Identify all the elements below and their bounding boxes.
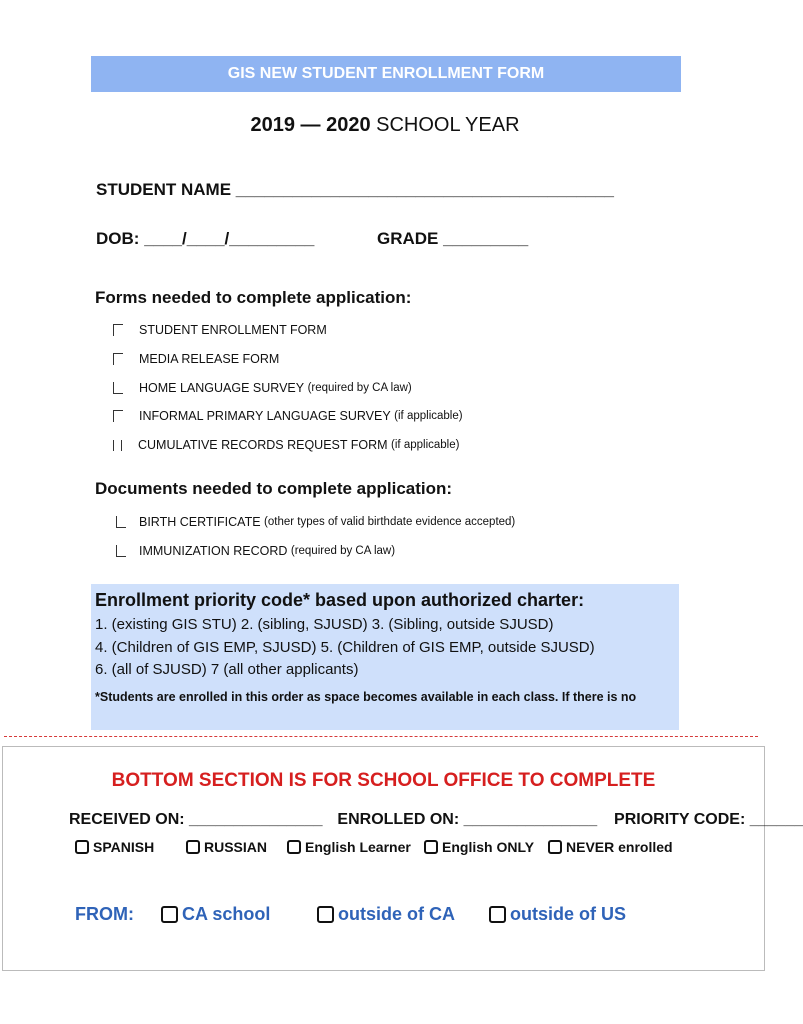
checkbox-icon[interactable] (116, 516, 126, 528)
checkbox-icon[interactable] (113, 382, 123, 394)
form-item-note: (if applicable) (391, 439, 460, 451)
priority-line: 6. (all of SJUSD) 7 (all other applicants) (95, 661, 359, 678)
student-name-label: STUDENT NAME (96, 180, 232, 199)
form-item-label: STUDENT ENROLLMENT FORM (139, 323, 327, 337)
document-item-label: IMMUNIZATION RECORD (139, 544, 288, 558)
office-section-title: BOTTOM SECTION IS FOR SCHOOL OFFICE TO COMPLETE (111, 770, 656, 791)
from-option-label: outside of US (510, 904, 626, 924)
form-item-note: (required by CA law) (307, 382, 412, 394)
from-label: FROM: (75, 904, 134, 924)
enrolled-on-field[interactable]: ENROLLED ON: _______________ (337, 811, 598, 828)
documents-heading: Documents needed to complete application: (95, 479, 453, 498)
form-item-label: HOME LANGUAGE SURVEY (139, 381, 305, 395)
school-year-label: SCHOOL YEAR (376, 114, 520, 136)
grade-field[interactable]: _________ (443, 229, 529, 248)
received-on-field[interactable]: RECEIVED ON: _______________ (69, 811, 323, 828)
checkbox-icon[interactable] (489, 906, 506, 923)
from-option-ca-school[interactable] (161, 904, 270, 925)
document-item[interactable] (116, 544, 395, 558)
form-item-note: (if applicable) (394, 410, 463, 422)
language-option-never-enrolled[interactable] (548, 839, 673, 855)
from-option-label: outside of CA (338, 904, 455, 924)
checkbox-icon[interactable] (113, 353, 123, 365)
dob-field[interactable]: ____/____/_________ (144, 229, 315, 248)
checkbox-icon[interactable] (75, 840, 89, 854)
grade-label: GRADE (377, 229, 439, 248)
form-item[interactable] (113, 323, 327, 337)
language-option-spanish[interactable] (75, 839, 154, 855)
document-item-note: (other types of valid birthdate evidence accepted) (264, 516, 516, 528)
checkbox-icon[interactable] (548, 840, 562, 854)
from-option-label: CA school (182, 904, 271, 924)
form-item-label: CUMULATIVE RECORDS REQUEST FORM (138, 438, 388, 452)
checkbox-icon[interactable] (186, 840, 200, 854)
language-option-label: English Learner (305, 839, 411, 855)
grade-row (377, 229, 528, 249)
document-item-note: (required by CA law) (290, 545, 396, 557)
forms-heading: Forms needed to complete application: (95, 288, 412, 307)
priority-code-box (91, 584, 679, 730)
language-option-label: NEVER enrolled (566, 839, 673, 855)
priority-code-field[interactable]: PRIORITY CODE: ______ (614, 811, 803, 828)
student-name-field[interactable]: ________________________________________ (235, 180, 614, 199)
office-section (2, 746, 803, 971)
form-item[interactable] (113, 409, 463, 423)
student-name-row (96, 180, 614, 200)
from-option-outside-ca[interactable] (317, 904, 455, 925)
checkbox-icon[interactable] (287, 840, 301, 854)
language-option-russian[interactable] (186, 839, 267, 855)
checkbox-icon[interactable] (113, 410, 123, 422)
checkbox-icon[interactable] (317, 906, 334, 923)
dob-label: DOB: (96, 229, 140, 248)
checkbox-icon[interactable] (424, 840, 438, 854)
school-year-range: 2019 — 2020 (250, 114, 371, 136)
school-year (0, 114, 770, 137)
checkbox-icon[interactable] (116, 545, 126, 557)
form-item[interactable] (113, 438, 459, 452)
checkbox-icon[interactable] (113, 324, 123, 336)
priority-line: 4. (Children of GIS EMP, SJUSD) 5. (Children of GIS EMP, outside SJUSD) (95, 639, 595, 656)
form-item-label: MEDIA RELEASE FORM (139, 352, 280, 366)
language-option-label: English ONLY (442, 839, 535, 855)
priority-line: 1. (existing GIS STU) 2. (sibling, SJUSD) 3. (Sibling, outside SJUSD) (95, 616, 554, 633)
dob-row (96, 229, 314, 249)
from-option-outside-us[interactable] (489, 904, 626, 925)
form-title-banner: GIS NEW STUDENT ENROLLMENT FORM (91, 56, 681, 92)
language-option-label: SPANISH (93, 839, 155, 855)
document-item[interactable] (116, 515, 515, 529)
form-item-label: INFORMAL PRIMARY LANGUAGE SURVEY (139, 409, 391, 423)
checkbox-icon[interactable] (161, 906, 178, 923)
office-dates-row (69, 811, 803, 829)
checkbox-icon[interactable] (113, 440, 122, 451)
form-item[interactable] (113, 381, 412, 395)
language-option-label: RUSSIAN (204, 839, 268, 855)
language-option-english-learner[interactable] (287, 839, 411, 855)
language-option-english-only[interactable] (424, 839, 534, 855)
cut-line-divider (4, 736, 758, 737)
priority-note: *Students are enrolled in this order as space becomes available in each class. If there is no (95, 690, 637, 704)
document-item-label: BIRTH CERTIFICATE (139, 515, 261, 529)
priority-heading: Enrollment priority code* based upon authorized charter: (95, 590, 585, 610)
form-item[interactable] (113, 352, 279, 366)
